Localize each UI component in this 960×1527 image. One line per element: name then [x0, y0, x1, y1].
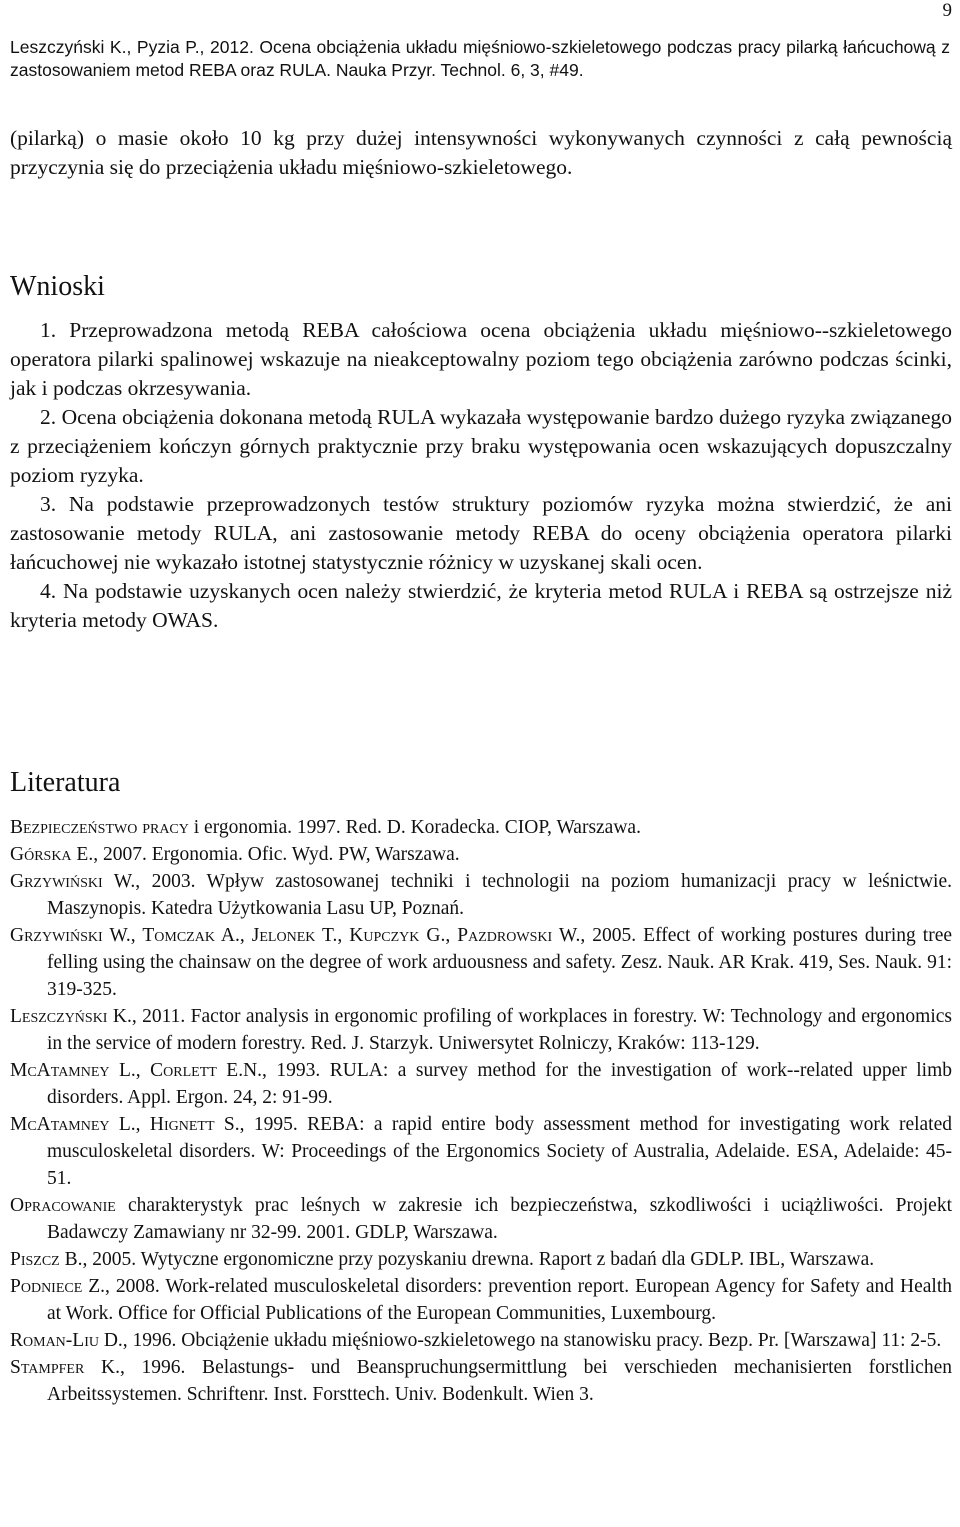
conclusion-item: 2. Ocena obciążenia dokonana metodą RULA wykazała występowanie bardzo dużego ryzyka związanego z przeciążeniem kończyn górnych praktycznie przy braku występowania ocen wskazujących dopuszczalny poziom ryzyka.	[10, 405, 952, 487]
reference-text: D., 1996. Obciążenie układu mięśniowo-szkieletowego na stanowisku pracy. Bezp. Pr. [Warszawa] 11: 2-5.	[98, 1330, 942, 1351]
reference-text: B., 2005. Wytyczne ergonomiczne przy pozyskaniu drewna. Raport z badań dla GDLP. IBL, Warszawa.	[59, 1249, 875, 1270]
reference-authors: Opracowanie	[10, 1195, 116, 1216]
reference-authors: McAtamney L., Hignett	[10, 1114, 215, 1135]
reference-entry	[10, 1192, 952, 1246]
reference-authors: Grzywiński W., Tomczak A., Jelonek T., Kupczyk G., Pazdrowski	[10, 925, 553, 946]
literature-heading: Literatura	[10, 767, 121, 799]
reference-authors: Górska	[10, 844, 72, 865]
conclusions-heading: Wnioski	[10, 271, 105, 303]
reference-text: W., 2003. Wpływ zastosowanej techniki i technologii na poziom humanizacji pracy w leśnictwie. Maszynopis. Katedra Użytkowania Lasu UP, Poznań.	[47, 871, 952, 919]
reference-authors: Piszcz	[10, 1249, 60, 1270]
reference-authors: Podniece	[10, 1276, 83, 1297]
reference-text: charakterystyk prac leśnych w zakresie ich bezpieczeństwa, szkodliwości i uciążliwości. Projekt Badawczy Zamawiany nr 32-99. 2001. GDLP, Warszawa.	[47, 1195, 952, 1243]
reference-text: W., 2005. Effect of working postures during tree felling using the chainsaw on the degree of work arduousness and safety. Zesz. Nauk. AR Krak. 419, Ses. Nauk. 91: 319-325.	[47, 925, 953, 1000]
conclusion-item: 3. Na podstawie przeprowadzonych testów struktury poziomów ryzyka można stwierdzić, że ani zastosowanie metody RULA, ani zastosowanie metody REBA do oceny obciążenia operatora pilarki łańcuchowej nie wykazało istotnej statystycznie różnicy w uzyskanej skali ocen.	[10, 492, 952, 574]
continuation-paragraph: (pilarką) o masie około 10 kg przy dużej intensywności wykonywanych czynności z całą pewnością przyczynia się do przeciążenia układu mięśniowo-szkieletowego.	[10, 126, 952, 179]
reference-entry	[10, 868, 952, 922]
reference-text: K., 2011. Factor analysis in ergonomic profiling of workplaces in forestry. W: Technology and ergonomics in the service of modern forestry. Red. J. Starzyk. Uniwersytet Rolniczy, Kraków: 113-129.	[47, 1006, 952, 1054]
reference-entry	[10, 1354, 952, 1408]
reference-text: i ergonomia. 1997. Red. D. Koradecka. CIOP, Warszawa.	[188, 817, 641, 838]
reference-text: S., 1995. REBA: a rapid entire body assessment method for investigating work related musculoskeletal disorders. W: Proceedings of the Ergonomics Society of Australia, Adelaide. ESA, Adelaide: 45-51.	[47, 1114, 952, 1189]
reference-entry	[10, 1246, 952, 1273]
reference-entry	[10, 841, 952, 868]
reference-text: E.N., 1993. RULA: a survey method for the investigation of work--related upper limb disorders. Appl. Ergon. 24, 2: 91-99.	[47, 1060, 952, 1108]
reference-text: E., 2007. Ergonomia. Ofic. Wyd. PW, Warszawa.	[71, 844, 460, 865]
conclusions-list	[10, 316, 952, 635]
reference-authors: Roman-Liu	[10, 1330, 99, 1351]
reference-list	[10, 814, 952, 1408]
page-number: 9	[942, 0, 952, 21]
reference-entry	[10, 922, 952, 1003]
conclusion-item: 1. Przeprowadzona metodą REBA całościowa ocena obciążenia układu mięśniowo--szkieletowego operatora pilarki spalinowej wskazuje na nieakceptowalny poziom tego obciążenia zarówno podczas ścinki, jak i podczas okrzesywania.	[10, 318, 952, 400]
reference-entry	[10, 1111, 952, 1192]
reference-text: Z., 2008. Work-related musculoskeletal disorders: prevention report. European Agency for Safety and Health at Work. Office for Official Publications of the European Communities, Luxembourg.	[47, 1276, 952, 1324]
reference-authors: Bezpieczeństwo pracy	[10, 817, 189, 838]
reference-authors: Stampfer	[10, 1357, 85, 1378]
reference-entry	[10, 814, 952, 841]
reference-entry	[10, 1273, 952, 1327]
reference-authors: Leszczyński	[10, 1006, 108, 1027]
reference-text: K., 1996. Belastungs- und Beanspruchungsermittlung bei verschieden mechanisierten forstlichen Arbeitssystemen. Schriftenr. Inst. Forsttech. Univ. Bodenkult. Wien 3.	[47, 1357, 952, 1405]
reference-entry	[10, 1327, 952, 1354]
reference-authors: Grzywiński	[10, 871, 103, 892]
reference-entry	[10, 1057, 952, 1111]
reference-authors: McAtamney L., Corlett	[10, 1060, 217, 1081]
running-head-citation: Leszczyński K., Pyzia P., 2012. Ocena obciążenia układu mięśniowo-szkieletowego podczas pracy pilarką łańcuchową z zastosowaniem metod REBA oraz RULA. Nauka Przyr. Technol. 6, 3, #49.	[10, 37, 950, 80]
conclusion-item: 4. Na podstawie uzyskanych ocen należy stwierdzić, że kryteria metod RULA i REBA są ostrzejsze niż kryteria metody OWAS.	[10, 579, 952, 632]
reference-entry	[10, 1003, 952, 1057]
